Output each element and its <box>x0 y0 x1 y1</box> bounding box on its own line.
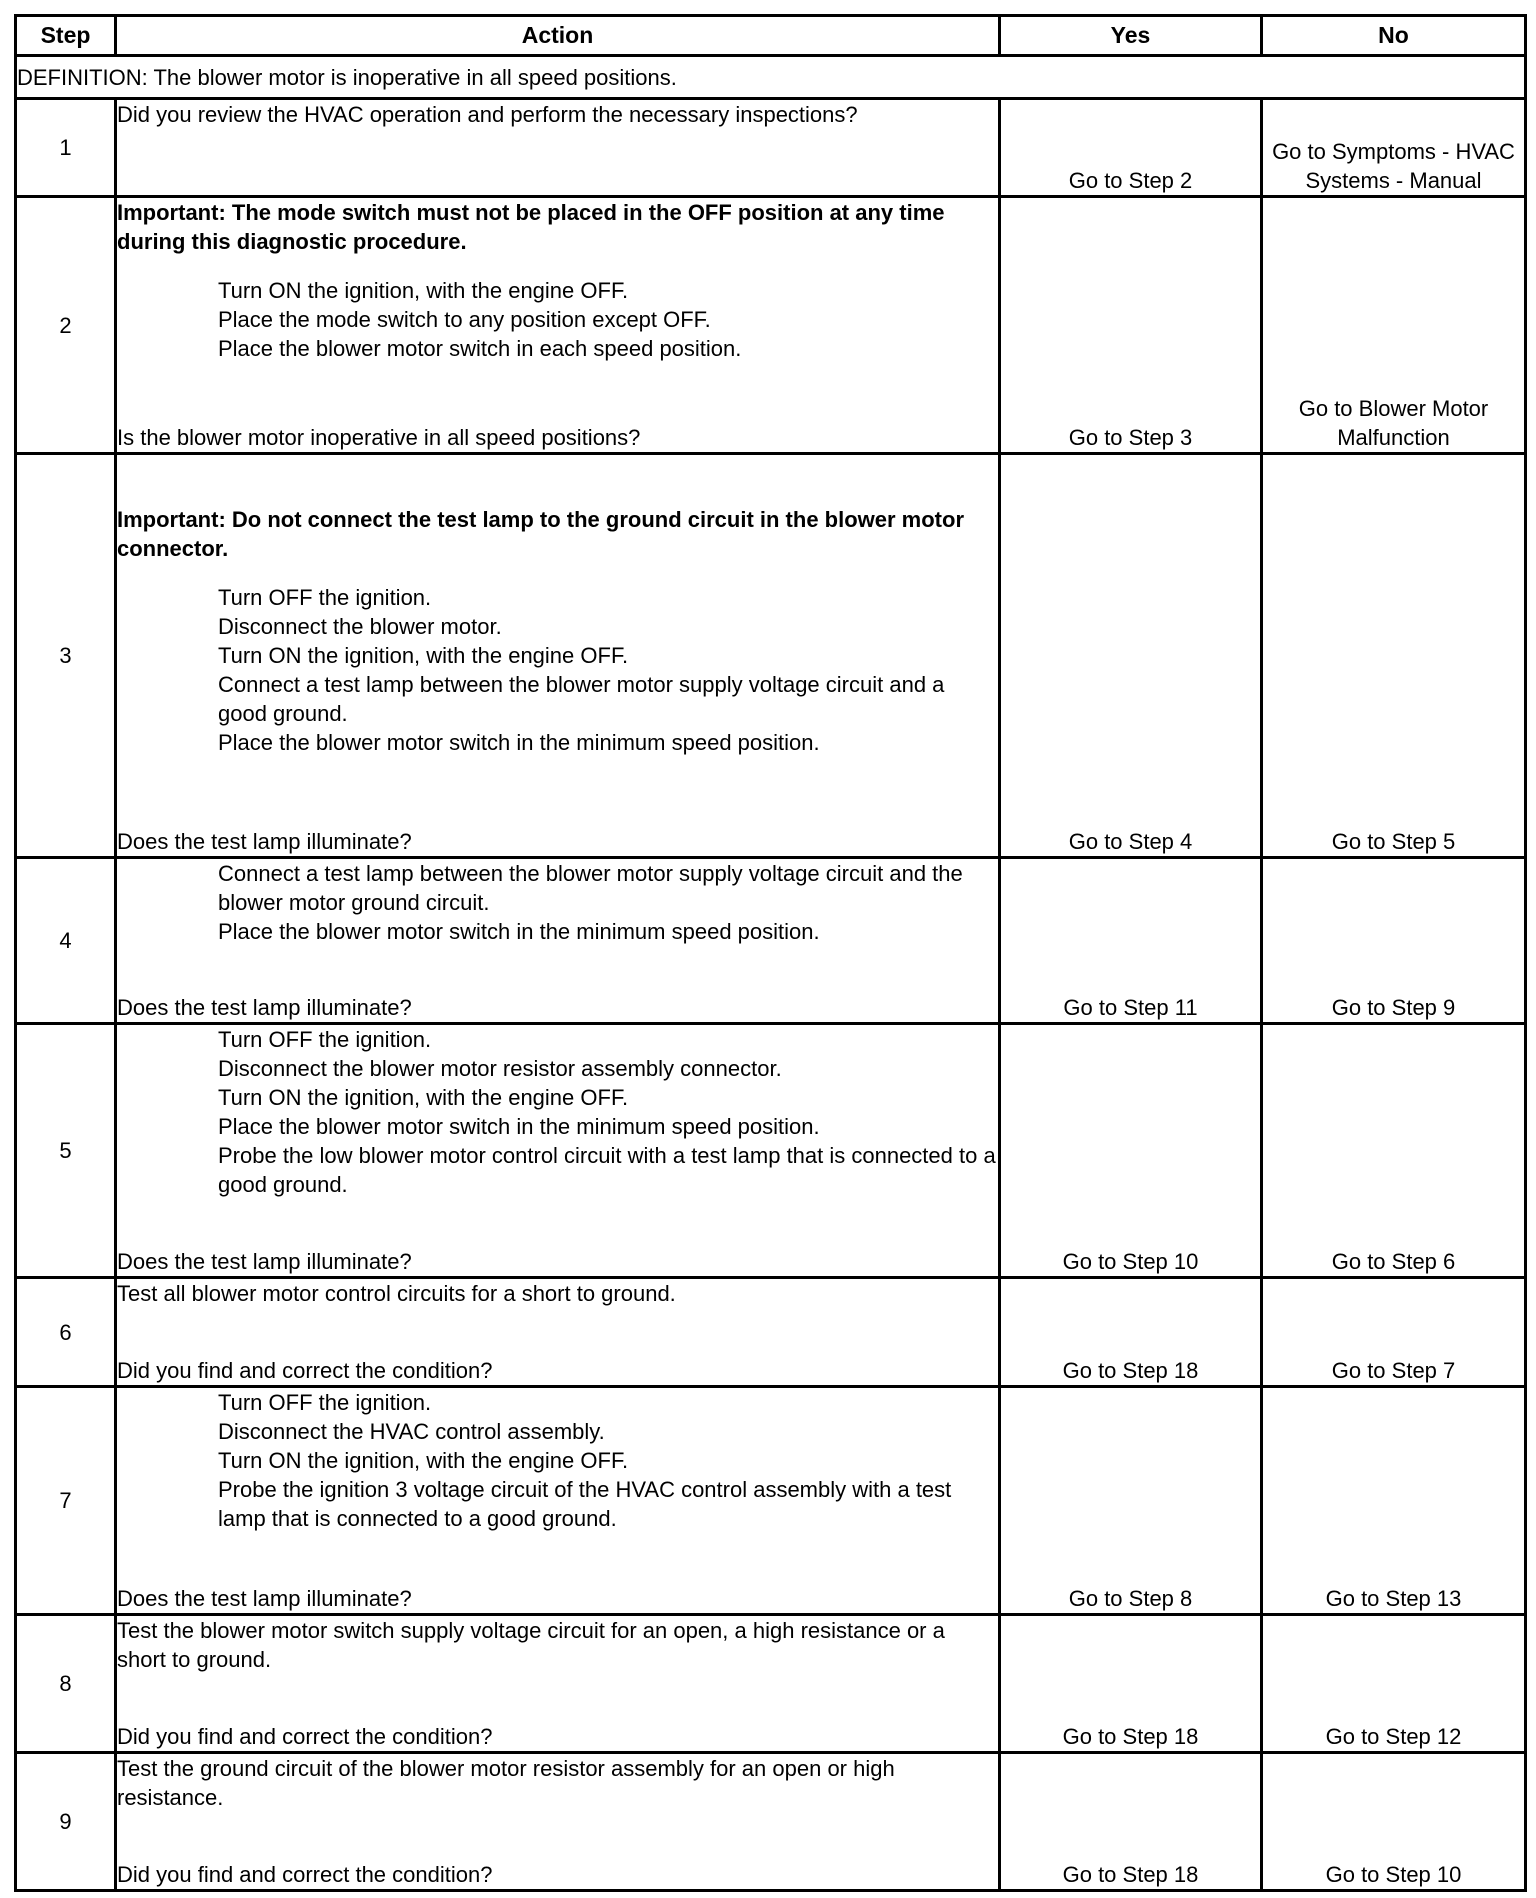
header-yes: Yes <box>1000 16 1262 56</box>
action-cell <box>116 1615 1000 1753</box>
table-row <box>16 1387 1526 1615</box>
action-cell <box>116 1278 1000 1387</box>
action-question: Is the blower motor inoperative in all speed positions? <box>117 425 641 450</box>
procedure-step: Disconnect the blower motor resistor assembly connector. <box>218 1056 782 1081</box>
no-result: Go to Symptoms - HVAC Systems - Manual <box>1262 99 1526 197</box>
procedure-steps <box>117 583 998 757</box>
procedure-step: Place the blower motor switch in the minimum speed position. <box>218 919 820 944</box>
important-note: Important: The mode switch must not be placed in the OFF position at any time during this diagnostic procedure. <box>117 200 945 254</box>
action-question: Did you find and correct the condition? <box>117 1862 493 1887</box>
definition-row <box>16 56 1526 99</box>
diagnostic-table <box>14 14 1527 1892</box>
action-intro: Did you review the HVAC operation and perform the necessary inspections? <box>117 102 858 127</box>
action-cell <box>116 858 1000 1024</box>
action-question: Does the test lamp illuminate? <box>117 995 412 1020</box>
procedure-step: Probe the low blower motor control circuit with a test lamp that is connected to a good ground. <box>218 1143 996 1197</box>
action-question: Does the test lamp illuminate? <box>117 1249 412 1274</box>
no-result: Go to Step 13 <box>1262 1387 1526 1615</box>
action-question: Does the test lamp illuminate? <box>117 1586 412 1611</box>
procedure-step: Turn ON the ignition, with the engine OFF. <box>218 1448 629 1473</box>
yes-result: Go to Step 18 <box>1000 1615 1262 1753</box>
action-cell <box>116 1024 1000 1278</box>
no-result: Go to Step 10 <box>1262 1753 1526 1891</box>
action-content <box>117 198 998 452</box>
important-note: Important: Do not connect the test lamp to the ground circuit in the blower motor connector. <box>117 507 964 561</box>
step-number: 9 <box>16 1753 116 1891</box>
yes-result: Go to Step 8 <box>1000 1387 1262 1615</box>
action-content <box>117 1279 998 1385</box>
action-content <box>117 1025 998 1276</box>
action-intro: Test the ground circuit of the blower motor resistor assembly for an open or high resistance. <box>117 1756 895 1810</box>
yes-result: Go to Step 2 <box>1000 99 1262 197</box>
step-number: 5 <box>16 1024 116 1278</box>
action-intro: Test the blower motor switch supply voltage circuit for an open, a high resistance or a short to ground. <box>117 1618 945 1672</box>
header-no: No <box>1262 16 1526 56</box>
header-action: Action <box>116 16 1000 56</box>
yes-result: Go to Step 18 <box>1000 1278 1262 1387</box>
yes-result: Go to Step 3 <box>1000 197 1262 454</box>
action-question: Did you find and correct the condition? <box>117 1358 493 1383</box>
procedure-step: Place the blower motor switch in the minimum speed position. <box>218 730 820 755</box>
action-content <box>117 100 998 195</box>
procedure-step: Turn ON the ignition, with the engine OFF. <box>218 1085 629 1110</box>
step-number: 2 <box>16 197 116 454</box>
step-number: 8 <box>16 1615 116 1753</box>
procedure-step: Turn OFF the ignition. <box>218 1027 432 1052</box>
procedure-step: Turn ON the ignition, with the engine OFF. <box>218 278 629 303</box>
procedure-steps <box>117 1388 998 1533</box>
no-result: Go to Blower Motor Malfunction <box>1262 197 1526 454</box>
no-result: Go to Step 5 <box>1262 454 1526 858</box>
table-row <box>16 1615 1526 1753</box>
no-result: Go to Step 6 <box>1262 1024 1526 1278</box>
procedure-step: Connect a test lamp between the blower motor supply voltage circuit and the blower motor ground circuit. <box>218 861 963 915</box>
action-content <box>117 1616 998 1751</box>
action-cell <box>116 1753 1000 1891</box>
procedure-step: Turn ON the ignition, with the engine OFF. <box>218 643 629 668</box>
action-cell <box>116 197 1000 454</box>
procedure-step: Probe the ignition 3 voltage circuit of the HVAC control assembly with a test lamp that is connected to a good ground. <box>218 1477 952 1531</box>
action-cell <box>116 99 1000 197</box>
procedure-step: Place the blower motor switch in each speed position. <box>218 336 742 361</box>
action-cell <box>116 454 1000 858</box>
table-row <box>16 1278 1526 1387</box>
yes-result: Go to Step 18 <box>1000 1753 1262 1891</box>
table-row <box>16 99 1526 197</box>
yes-result: Go to Step 11 <box>1000 858 1262 1024</box>
action-content <box>117 1388 998 1613</box>
action-question: Did you find and correct the condition? <box>117 1724 493 1749</box>
procedure-steps <box>117 276 998 363</box>
procedure-step: Turn OFF the ignition. <box>218 1390 432 1415</box>
action-cell <box>116 1387 1000 1615</box>
action-question: Does the test lamp illuminate? <box>117 829 412 854</box>
procedure-steps <box>117 859 998 946</box>
header-step: Step <box>16 16 116 56</box>
yes-result: Go to Step 10 <box>1000 1024 1262 1278</box>
no-result: Go to Step 9 <box>1262 858 1526 1024</box>
procedure-steps <box>117 1025 998 1199</box>
procedure-step: Place the blower motor switch in the minimum speed position. <box>218 1114 820 1139</box>
yes-result: Go to Step 4 <box>1000 454 1262 858</box>
procedure-step: Disconnect the HVAC control assembly. <box>218 1419 605 1444</box>
step-number: 6 <box>16 1278 116 1387</box>
action-content <box>117 1754 998 1889</box>
definition-text: DEFINITION: The blower motor is inoperative in all speed positions. <box>16 56 1526 99</box>
procedure-step: Turn OFF the ignition. <box>218 585 432 610</box>
table-row <box>16 858 1526 1024</box>
table-row <box>16 1024 1526 1278</box>
table-row <box>16 197 1526 454</box>
procedure-step: Place the mode switch to any position except OFF. <box>218 307 711 332</box>
step-number: 3 <box>16 454 116 858</box>
no-result: Go to Step 12 <box>1262 1615 1526 1753</box>
step-number: 1 <box>16 99 116 197</box>
table-body <box>16 56 1526 1891</box>
procedure-step: Connect a test lamp between the blower motor supply voltage circuit and a good ground. <box>218 672 945 726</box>
header-row <box>16 16 1526 56</box>
procedure-step: Disconnect the blower motor. <box>218 614 502 639</box>
action-content <box>117 455 998 856</box>
action-content <box>117 859 998 1022</box>
no-result: Go to Step 7 <box>1262 1278 1526 1387</box>
step-number: 7 <box>16 1387 116 1615</box>
table-row <box>16 454 1526 858</box>
step-number: 4 <box>16 858 116 1024</box>
table-row <box>16 1753 1526 1891</box>
action-intro: Test all blower motor control circuits for a short to ground. <box>117 1281 676 1306</box>
